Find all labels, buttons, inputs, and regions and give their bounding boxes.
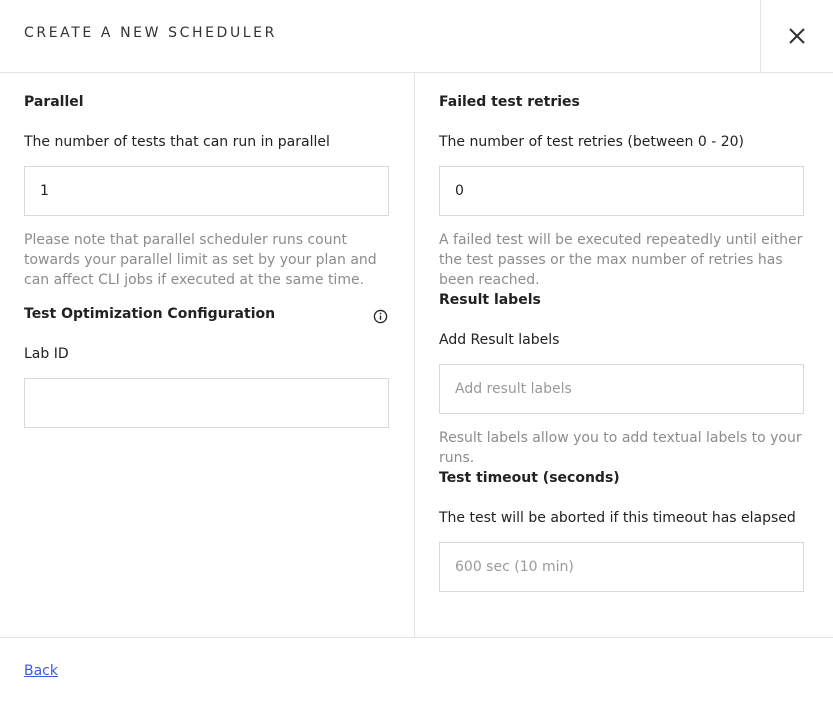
retries-input[interactable] [439,166,804,216]
close-button[interactable] [760,0,833,72]
retries-label: The number of test retries (between 0 - 20) [439,134,744,150]
result-labels-placeholder: Add result labels [455,381,572,397]
retries-input-value: 0 [455,183,464,199]
retries-help-text: A failed test will be executed repeatedly until either the test passes or the max number of retries has been reached. [439,232,803,288]
footer-divider [0,637,833,638]
timeout-placeholder: 600 sec (10 min) [455,559,574,575]
parallel-title: Parallel [24,94,84,110]
timeout-label: The test will be aborted if this timeout has elapsed [439,510,796,526]
parallel-help-text: Please note that parallel scheduler runs count towards your parallel limit as set by your plan and can affect CLI jobs if executed at the same time. [24,232,377,288]
parallel-input[interactable] [24,166,389,216]
result-labels-title: Result labels [439,292,541,308]
retries-title: Failed test retries [439,94,580,110]
column-divider [414,73,415,637]
close-icon [788,27,806,45]
optimization-title: Test Optimization Configuration [24,306,276,322]
lab-id-input[interactable] [24,378,389,428]
parallel-label: The number of tests that can run in parallel [24,134,330,150]
parallel-input-value: 1 [40,183,49,199]
modal-header [0,0,833,73]
result-labels-help-text: Result labels allow you to add textual labels to your runs. [439,430,802,466]
timeout-input[interactable] [439,542,804,592]
timeout-title: Test timeout (seconds) [439,470,620,486]
lab-id-label: Lab ID [24,346,69,362]
modal-title: CREATE A NEW SCHEDULER [24,25,277,41]
result-labels-label: Add Result labels [439,332,560,348]
back-link[interactable]: Back [24,663,58,679]
info-icon[interactable] [373,309,388,324]
result-labels-input[interactable] [439,364,804,414]
